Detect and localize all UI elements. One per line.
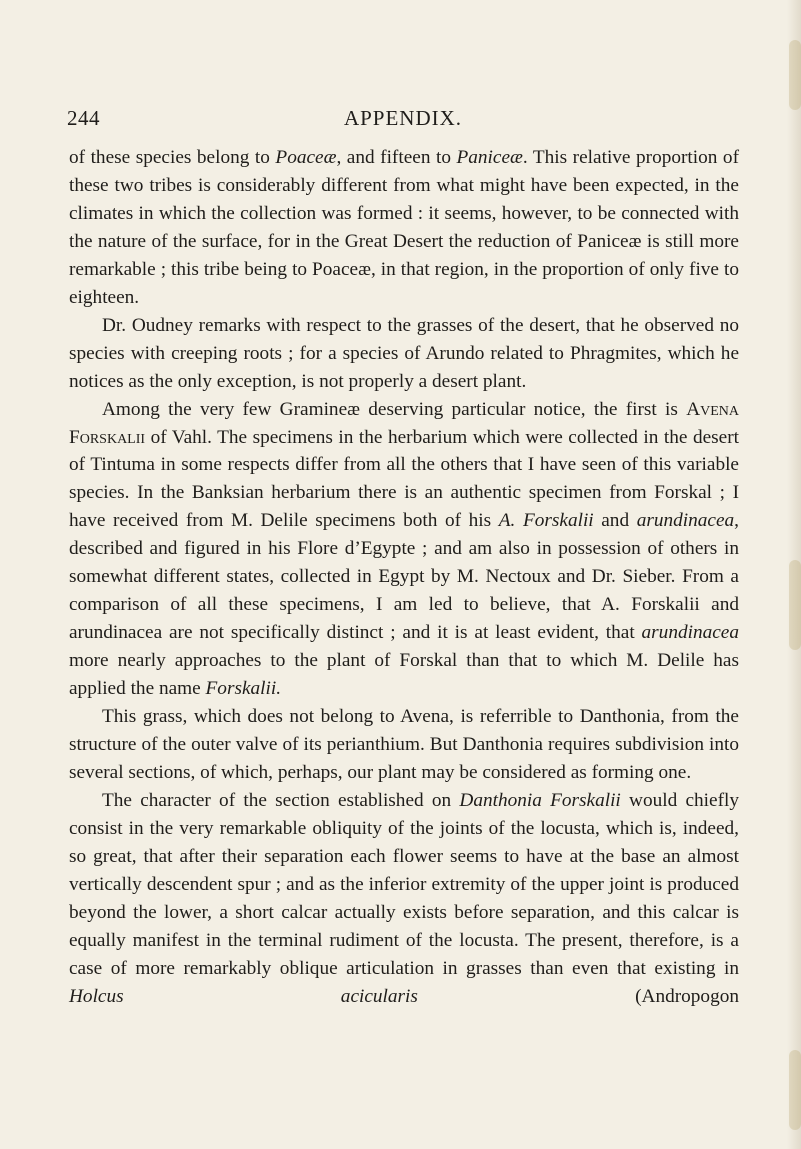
text-run: would chiefly consist in the very remarkable obliquity of the joints of the locusta, which is, indeed, so great, that after their separation each flower seems to have at the base an almost vertically descendent spur ; and as the inferior extremity of the upper joint is produced beyond the lower, a short calcar actually exists before separation, and this calcar is equally manifest in the terminal rudiment of the locusta. The present, therefore, is a case of more remarkably oblique articulation in grasses than even that existing in [69, 789, 739, 979]
text-run: This grass, which does not belong to Avena, is referrible to Danthonia, from the structure of the outer valve of its perianthium. But Danthonia requires subdivision into several sections, of which, perhaps, our plant may be considered as forming one. [69, 706, 739, 783]
paragraph [69, 144, 739, 312]
paragraph [69, 703, 739, 787]
text-run: , and fifteen to [336, 147, 457, 168]
paragraph [69, 312, 739, 396]
text-run: Dr. Oudney remarks with respect to the grasses of the desert, that he observed no species with creeping roots ; for a species of Arundo related to Phragmites, which he notices as the only exception, is not properly a desert plant. [69, 314, 739, 392]
paper-stain [789, 560, 801, 650]
text-run: The character of the section established on [102, 789, 460, 811]
text-run: . This relative proportion of these two tribes is considerably different from what might have been expected, in the climates in which the collection was formed : it seems, however, to be connected with the nature of the surface, for in the Great Desert the reduction of Paniceæ is still more remarkable ; this tribe being to Poaceæ, in that region, in the proportion of only five to eighteen. [69, 147, 739, 308]
paper-stain [789, 1050, 801, 1130]
paragraph [69, 396, 739, 703]
italic-text: Holcus acicularis [69, 985, 418, 1007]
italic-text: arundinacea [641, 622, 739, 644]
italic-text: arundinacea [636, 510, 735, 532]
text-run: and [593, 510, 637, 532]
page-header [67, 106, 739, 134]
text-run: of Vahl. The specimens in the herbarium which were collected in the desert of Tintuma in some respects differ from all the others that I have seen of this variable species. In the Banksian herbarium there is an authentic specimen from Forskal ; I have received from M. Delile specimens both of his [69, 426, 739, 532]
smallcaps-text: Avena Forskalii [69, 398, 739, 448]
italic-text: Poaceæ [275, 147, 337, 168]
italic-text: Danthonia Forskalii [459, 789, 621, 811]
text-run: more nearly approaches to the plant of Forskal than that to which M. Delile has applied the name [69, 650, 739, 700]
text-run: of these species belong to [69, 147, 276, 168]
text-run: , described and figured in his Flore d’Egypte ; and am also in possession of others in somewhat different states, collected in Egypt by M. Nectoux and Dr. Sieber. From a comparison of all these specimens, I am led to believe, that A. Forskalii and arundinacea are not specifically distinct ; and it is at least evident, that [69, 510, 739, 644]
text-run: Among the very few Gramineæ deserving particular notice, the first is [102, 398, 687, 420]
page-number: 244 [67, 106, 100, 130]
text-run: (Andropogon [417, 985, 739, 1007]
paragraph [69, 787, 739, 1011]
italic-text: A. Forskalii [498, 510, 594, 532]
paper-stain [789, 40, 801, 110]
italic-text: Paniceæ [456, 147, 523, 168]
italic-text: Forskalii. [205, 678, 282, 700]
body-text [69, 144, 739, 1011]
running-title: APPENDIX. [343, 106, 463, 130]
